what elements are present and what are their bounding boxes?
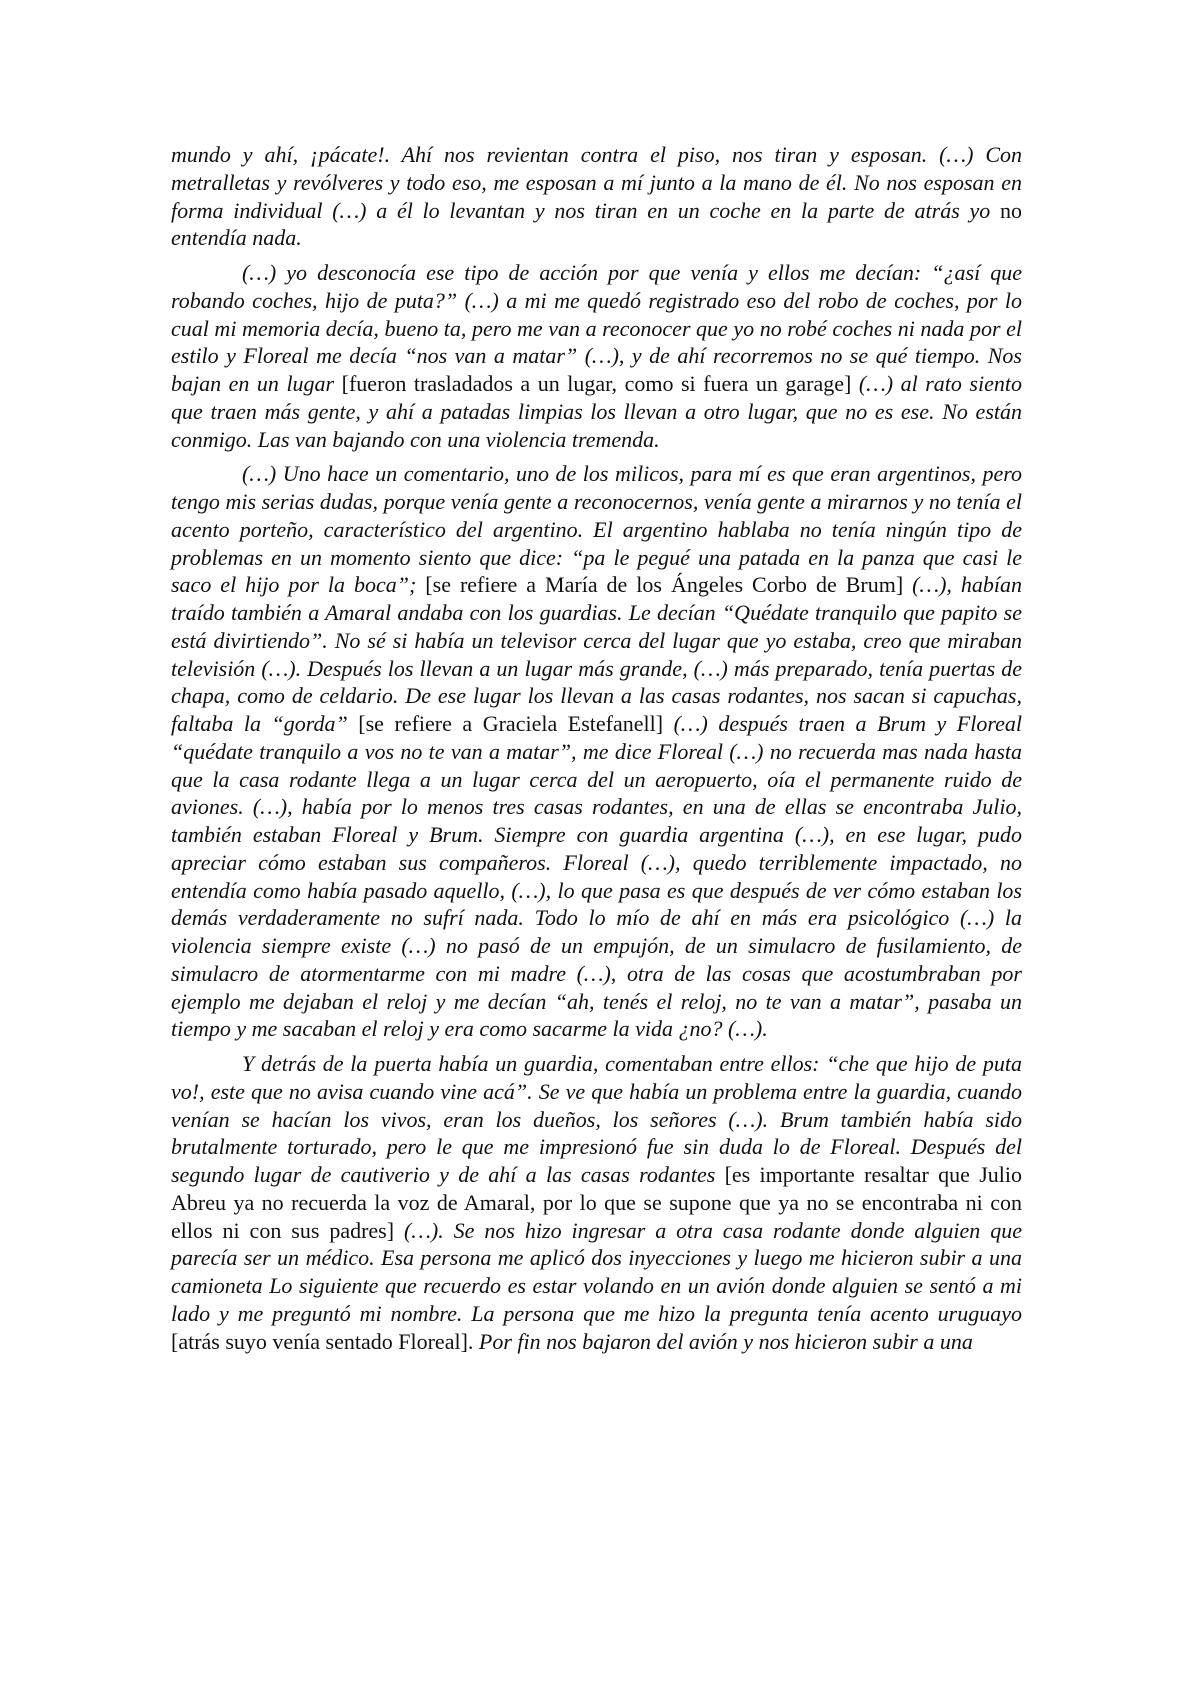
editorial-note: [es importante resaltar que Julio Abreu ya no recuerda la voz de Amaral, por lo que se supone que ya no se encontraba ni con ellos ni con sus padres]: [171, 1162, 1022, 1243]
roman-run: no: [1000, 197, 1022, 223]
italic-run: (…) Uno hace un comentario, uno de los milicos, para mí es que eran argentinos, pero tengo mis serias dudas, porque venía gente a reconocernos, venía gente a mirarnos y no tenía el acento porteño, característico del argentino. El argentino hablaba no tenía ningún tipo de problemas en un momento siento que dice: “pa le pegué una patada en la panza que casi le saco el hijo por la boca”;: [171, 461, 1022, 598]
editorial-note: [atrás suyo venía sentado Floreal].: [171, 1328, 474, 1354]
italic-run: (…), habían traído también a Amaral andaba con los guardias. Le decían “Quédate tranquilo que papito se está divirtiendo”. No sé si había un televisor cerca del lugar que yo estaba, creo que miraban televisión (…). Después los llevan a un lugar más grande, (…) más preparado, tenía puertas de chapa, como de celdario. De ese lugar los llevan a las casas rodantes, nos sacan si capuchas, faltaba la “gorda”: [171, 572, 1022, 736]
paragraph-3: [171, 460, 1022, 1043]
document-page: [171, 141, 1022, 1362]
editorial-note: [se refiere a Graciela Estefanell]: [347, 711, 664, 736]
italic-run: (…) después traen a Brum y Floreal “quédate tranquilo a vos no te van a matar”, me dice Floreal (…) no recuerda mas nada hasta que la casa rodante llega a un lugar cerca del un aeropuerto, oía el permanente ruido de aviones. (…), había por lo menos tres casas rodantes, en una de ellas se encontraba Julio, también estaban Floreal y Brum. Siempre con guardia argentina (…), en ese lugar, pudo apreciar cómo estaban sus compañeros. Floreal (…), quedo terriblemente impactado, no entendía como había pasado aquello, (…), lo que pasa es que después de ver cómo estaban los demás verdaderamente no sufrí nada. Todo lo mío de ahí en más era psicológico (…) la violencia siempre existe (…) no pasó de un empujón, de un simulacro de fusilamiento, de simulacro de atormentarme con mi madre (…), otra de las cosas que acostumbraban por ejemplo me dejaban el reloj y me decían “ah, tenés el reloj, no te van a matar”, pasaba un tiempo y me sacaban el reloj y era como sacarme la vida ¿no? (…).: [171, 711, 1022, 1042]
italic-run: entendía nada.: [171, 225, 302, 251]
italic-run: mundo y ahí, ¡pácate!. Ahí nos revientan contra el piso, nos tiran y esposan. (…) Con metralletas y revólveres y todo eso, me esposan a mí junto a la mano de él. No nos esposan en forma individual (…) a él lo levantan y nos tiran en un coche en la parte de atrás yo: [171, 142, 1022, 223]
italic-run: (…). Se nos hizo ingresar a otra casa rodante donde alguien que parecía ser un médico. Esa persona me aplicó dos inyecciones y luego me hicieron subir a una camioneta Lo siguiente que recuerdo es estar volando en un avión donde alguien se sentó a mi lado y me preguntó mi nombre. La persona que me hizo la pregunta tenía acento uruguayo: [171, 1217, 1022, 1326]
paragraph-1: [171, 141, 1022, 252]
paragraph-2: [171, 259, 1022, 453]
italic-run: Por fin nos bajaron del avión y nos hicieron subir a una: [473, 1328, 973, 1354]
paragraph-4: [171, 1050, 1022, 1355]
editorial-note: [fueron trasladados a un lugar, como si fuera un garage]: [341, 371, 852, 396]
italic-run: Y detrás de la puerta había un guardia, comentaban entre ellos: “che que hijo de puta vo!, este que no avisa cuando vine acá”. Se ve que había un problema entre la guardia, cuando venían se hacían los vivos, eran los dueños, los señores (…). Brum también había sido brutalmente torturado, pero le que me impresionó fue sin duda lo de Floreal. Después del segundo lugar de cautiverio y de ahí a las casas rodantes: [171, 1051, 1022, 1187]
italic-run: (…) al rato siento que traen más gente, y ahí a patadas limpias los llevan a otro lugar, que no es ese. No están conmigo. Las van bajando con una violencia tremenda.: [171, 371, 1022, 452]
italic-run: (…) yo desconocía ese tipo de acción por que venía y ellos me decían: “¿así que robando coches, hijo de puta?” (…) a mi me quedó registrado eso del robo de coches, por lo cual mi memoria decía, bueno ta, pero me van a reconocer que yo no robé coches ni nada por el estilo y Floreal me decía “nos van a matar” (…), y de ahí recorremos no se qué tiempo. Nos bajan en un lugar: [171, 260, 1022, 396]
editorial-note: [se refiere a María de los Ángeles Corbo de Brum]: [416, 572, 904, 598]
